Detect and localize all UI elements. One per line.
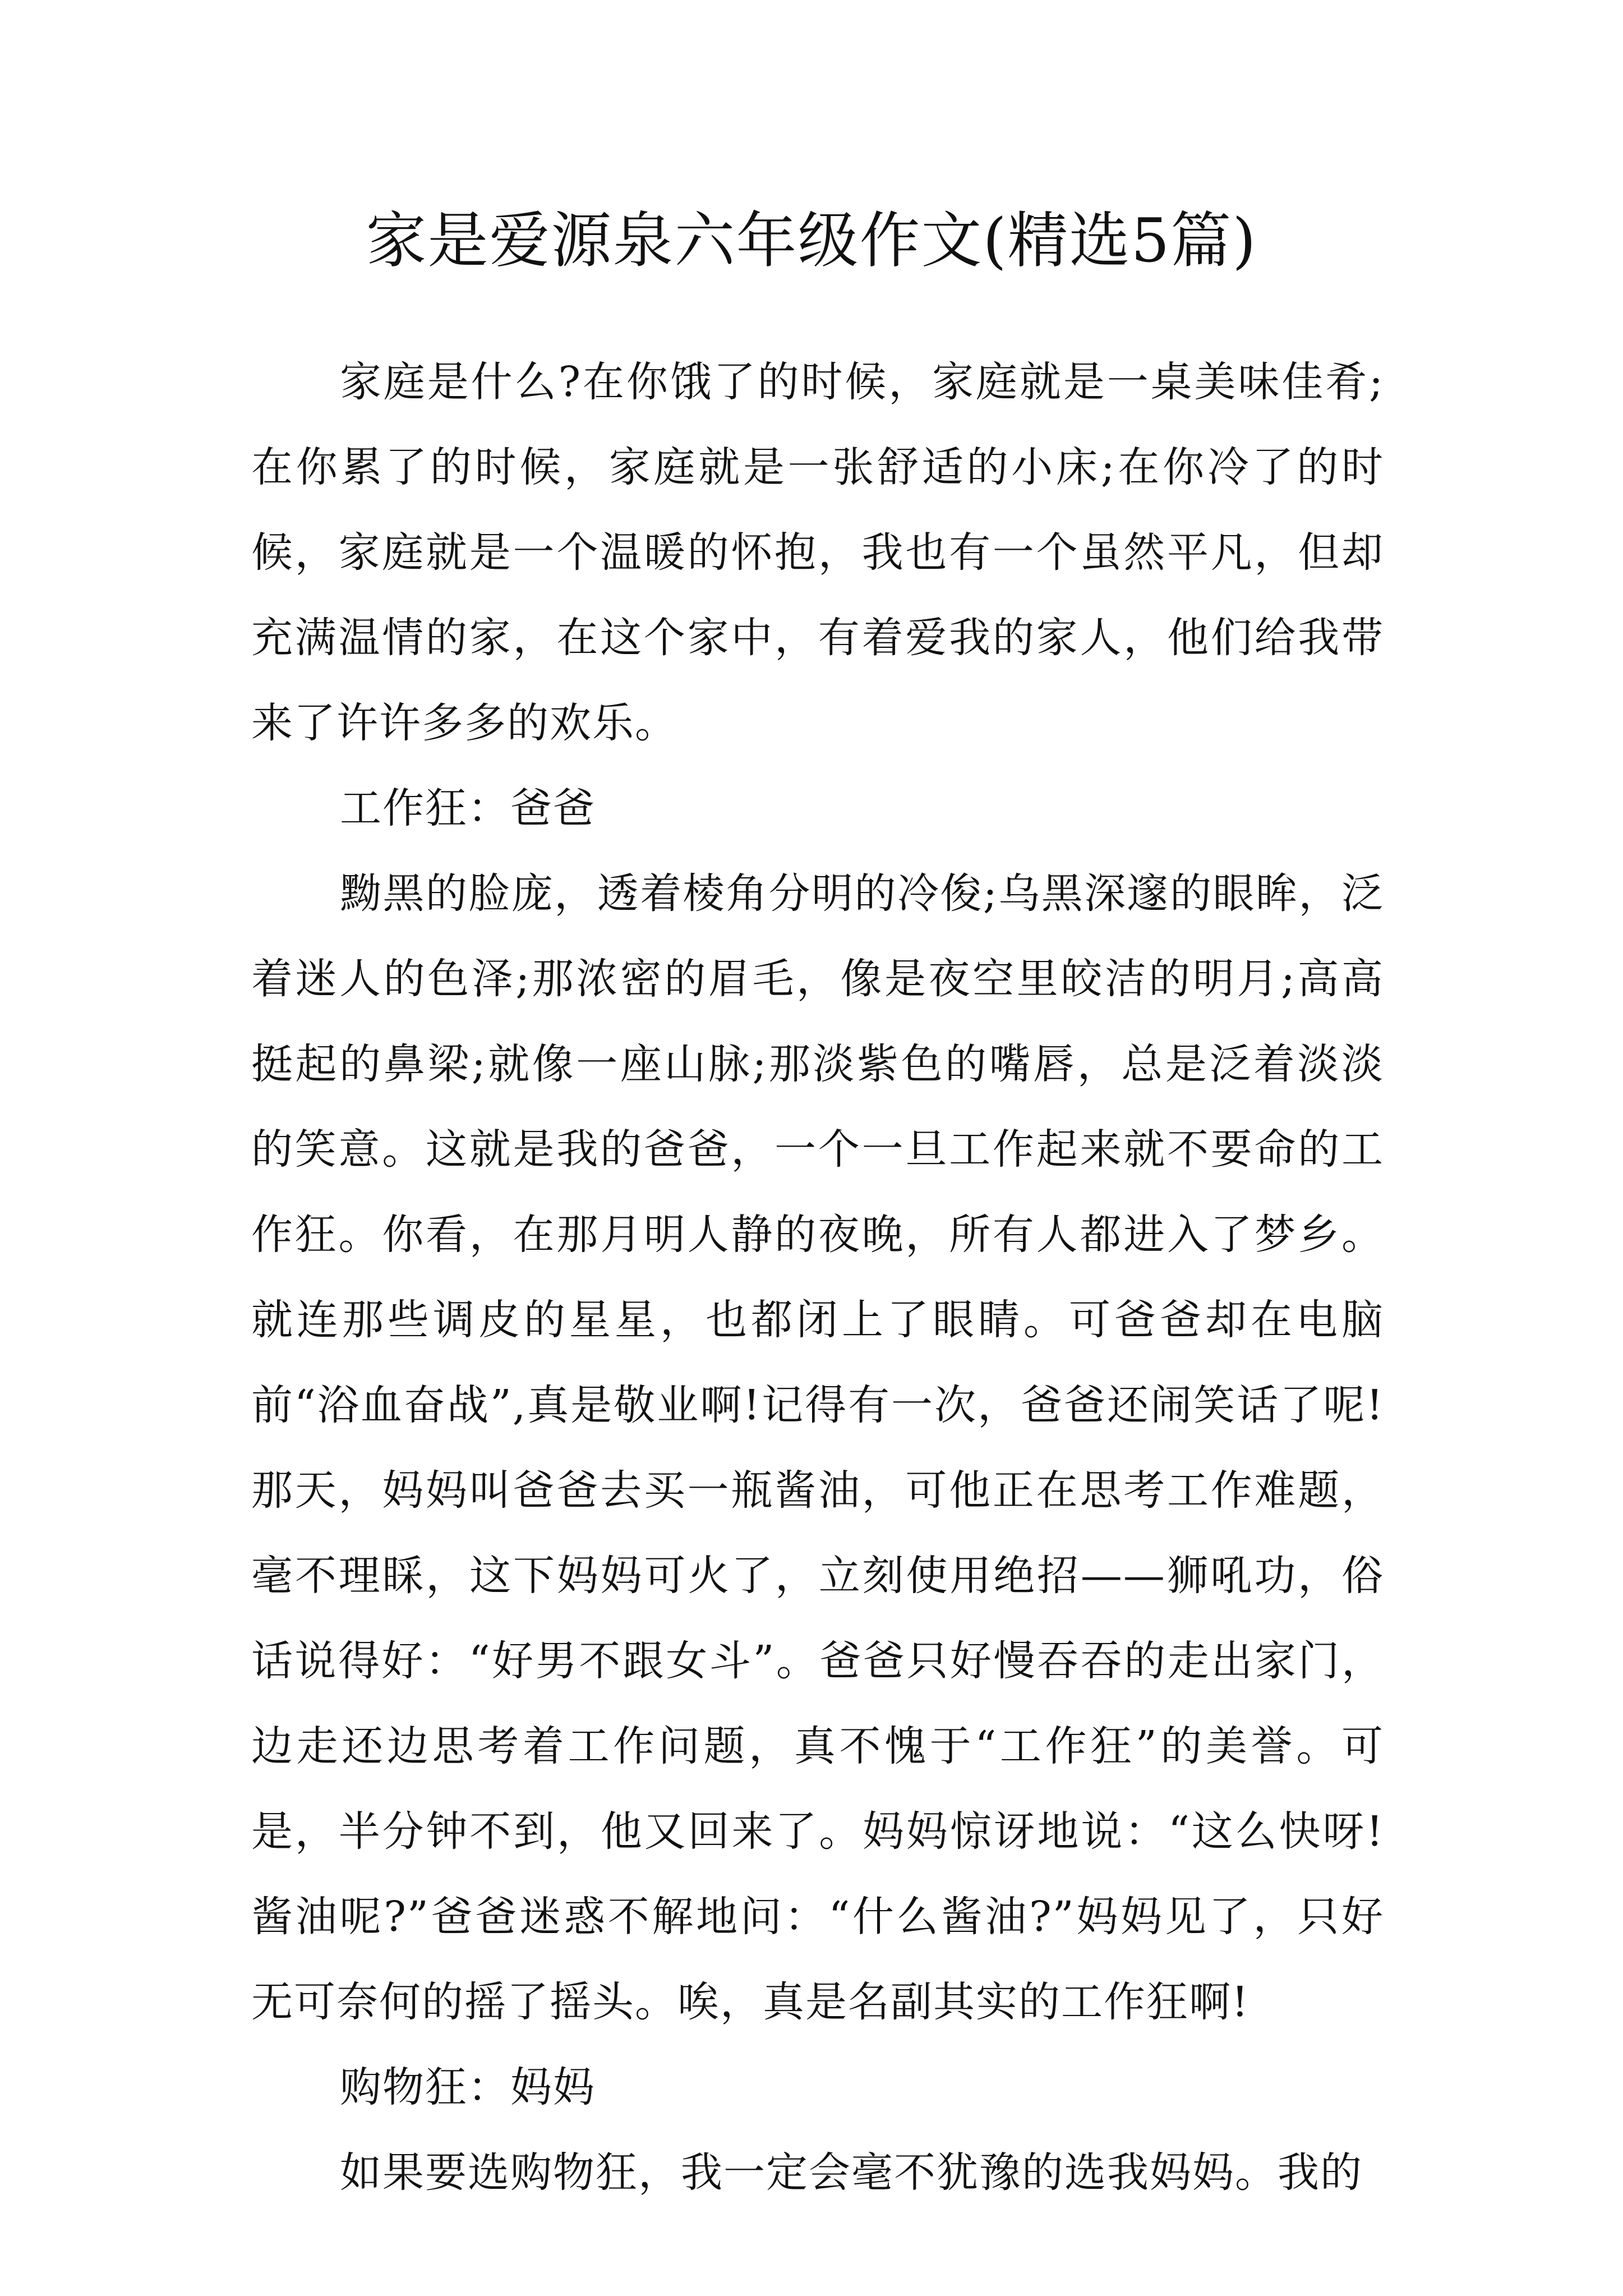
document-body — [251, 339, 1384, 2215]
section-heading-mom: 购物狂：妈妈 — [340, 2063, 596, 2111]
section-heading-dad: 工作狂：爸爸 — [340, 784, 596, 832]
paragraph-intro: 家庭是什么?在你饿了的时候，家庭就是一桌美味佳肴;在你累了的时候，家庭就是一张舒适的小床;在你冷了的时候，家庭就是一个温暖的怀抱，我也有一个虽然平凡，但却充满温情的家，在这个家中，有着爱我的家人，他们给我带来了许许多多的欢乐。 — [251, 358, 1384, 747]
paragraph-dad: 黝黑的脸庞，透着棱角分明的冷俊;乌黑深邃的眼眸，泛着迷人的色泽;那浓密的眉毛，像是夜空里皎洁的明月;高高挺起的鼻梁;就像一座山脉;那淡紫色的嘴唇，总是泛着淡淡的笑意。这就是我的爸爸，一个一旦工作起来就不要命的工作狂。你看，在那月明人静的夜晚，所有人都进入了梦乡。就连那些调皮的星星，也都闭上了眼睛。可爸爸却在电脑前“浴血奋战”,真是敬业啊!记得有一次，爸爸还闹笑话了呢!那天，妈妈叫爸爸去买一瓶酱油，可他正在思考工作难题，毫不理睬，这下妈妈可火了，立刻使用绝招——狮吼功，俗话说得好：“好男不跟女斗”。爸爸只好慢吞吞的走出家门，边走还边思考着工作问题，真不愧于“工作狂”的美誉。可是，半分钟不到，他又回来了。妈妈惊讶地说：“这么快呀!酱油呢?”爸爸迷惑不解地问：“什么酱油?”妈妈见了，只好无可奈何的摇了摇头。唉，真是名副其实的工作狂啊! — [251, 869, 1384, 2026]
document-title: 家是爱源泉六年级作文(精选5篇) — [366, 206, 1257, 276]
paragraph-mom: 如果要选购物狂，我一定会毫不犹豫的选我妈妈。我的 — [340, 2148, 1363, 2197]
